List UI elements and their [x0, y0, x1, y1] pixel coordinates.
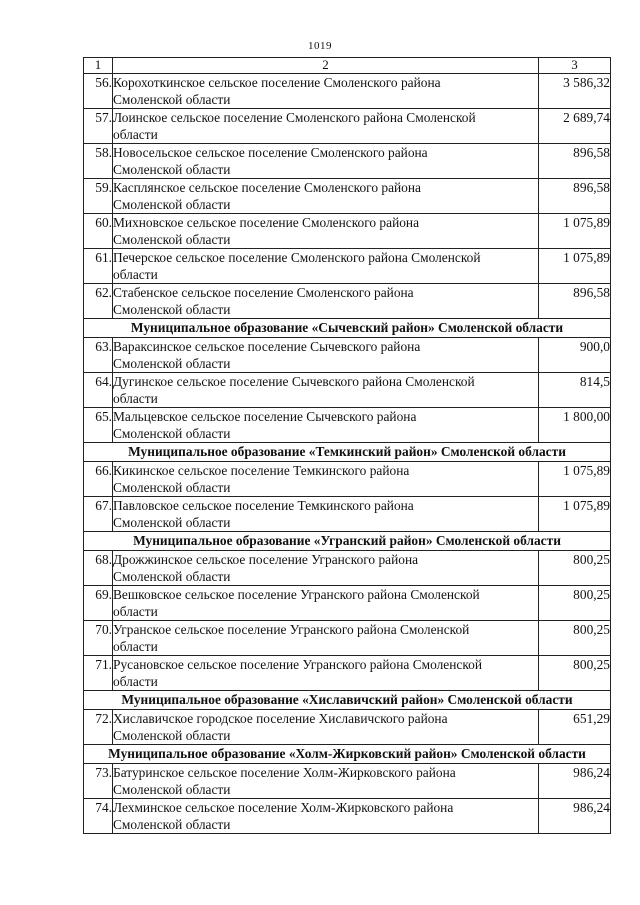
settlement-name — [113, 109, 539, 144]
header-col-3: 3 — [539, 58, 611, 74]
amount-value: 651,29 — [539, 710, 611, 745]
table-row — [84, 799, 611, 834]
settlement-name-line: области — [113, 604, 158, 619]
settlement-name-line: Смоленской области — [113, 197, 231, 212]
amount-value: 1 075,89 — [539, 462, 611, 497]
settlement-name — [113, 462, 539, 497]
amount-value: 896,58 — [539, 179, 611, 214]
settlement-name-line: Смоленской области — [113, 782, 231, 797]
table-row — [84, 338, 611, 373]
settlement-name — [113, 179, 539, 214]
settlement-name — [113, 551, 539, 586]
table-row — [84, 586, 611, 621]
row-number: 58. — [84, 144, 113, 179]
row-number: 60. — [84, 214, 113, 249]
settlement-name — [113, 249, 539, 284]
row-number: 61. — [84, 249, 113, 284]
table-row — [84, 710, 611, 745]
settlement-name-line: Вараксинское сельское поселение Сычевского района — [113, 339, 421, 354]
amount-value: 2 689,74 — [539, 109, 611, 144]
amount-value: 1 075,89 — [539, 249, 611, 284]
settlement-name — [113, 799, 539, 834]
amount-value: 1 075,89 — [539, 497, 611, 532]
row-number: 64. — [84, 373, 113, 408]
table-row — [84, 408, 611, 443]
amount-value: 986,24 — [539, 799, 611, 834]
row-number: 56. — [84, 74, 113, 109]
section-header-row — [84, 319, 611, 338]
table-row — [84, 109, 611, 144]
settlement-name-line: Касплянское сельское поселение Смоленского района — [113, 180, 421, 195]
row-number: 69. — [84, 586, 113, 621]
amount-value: 896,58 — [539, 144, 611, 179]
settlement-name-line: Смоленской области — [113, 515, 231, 530]
amount-value: 900,0 — [539, 338, 611, 373]
settlement-name-line: Печерское сельское поселение Смоленского района Смоленской — [113, 250, 481, 265]
section-header-row — [84, 443, 611, 462]
amount-value: 800,25 — [539, 621, 611, 656]
settlement-name-line: Вешковское сельское поселение Угранского района Смоленской — [113, 587, 480, 602]
settlement-name-line: области — [113, 391, 158, 406]
row-number: 71. — [84, 656, 113, 691]
settlement-name-line: Кикинское сельское поселение Темкинского района — [113, 463, 410, 478]
settlement-name — [113, 284, 539, 319]
settlement-name-line: Смоленской области — [113, 480, 231, 495]
amount-value: 986,24 — [539, 764, 611, 799]
settlement-name-line: области — [113, 267, 158, 282]
row-number: 65. — [84, 408, 113, 443]
table-row — [84, 179, 611, 214]
table-row — [84, 249, 611, 284]
table-row — [84, 497, 611, 532]
settlement-name — [113, 338, 539, 373]
settlement-name-line: Павловское сельское поселение Темкинского района — [113, 498, 414, 513]
row-number: 59. — [84, 179, 113, 214]
settlement-name — [113, 144, 539, 179]
amount-value: 1 075,89 — [539, 214, 611, 249]
amount-value: 3 586,32 — [539, 74, 611, 109]
row-number: 66. — [84, 462, 113, 497]
settlement-name — [113, 74, 539, 109]
row-number: 73. — [84, 764, 113, 799]
section-header-row — [84, 532, 611, 551]
settlement-name-line: Смоленской области — [113, 162, 231, 177]
settlement-name-line: Смоленской области — [113, 728, 231, 743]
settlement-name-line: Дрожжинское сельское поселение Угранского района — [113, 552, 419, 567]
settlement-name-line: Русановское сельское поселение Угранского района Смоленской — [113, 657, 483, 672]
settlement-name-line: Дугинское сельское поселение Сычевского района Смоленской — [113, 374, 475, 389]
row-number: 74. — [84, 799, 113, 834]
row-number: 57. — [84, 109, 113, 144]
table-body — [84, 58, 611, 834]
section-title: Муниципальное образование «Хиславичский район» Смоленской области — [84, 691, 611, 710]
header-col-1: 1 — [84, 58, 113, 74]
table-row — [84, 462, 611, 497]
table-row — [84, 74, 611, 109]
amount-value: 800,25 — [539, 656, 611, 691]
settlement-name — [113, 373, 539, 408]
settlement-name-line: Смоленской области — [113, 232, 231, 247]
settlement-name-line: Лехминское сельское поселение Холм-Жирковского района — [113, 800, 454, 815]
table-row — [84, 656, 611, 691]
amount-value: 1 800,00 — [539, 408, 611, 443]
table-row — [84, 621, 611, 656]
section-header-row — [84, 691, 611, 710]
page-number: 1019 — [308, 40, 332, 52]
amount-value: 800,25 — [539, 551, 611, 586]
row-number: 62. — [84, 284, 113, 319]
settlement-name-line: Лоинское сельское поселение Смоленского района Смоленской — [113, 110, 476, 125]
settlement-name — [113, 656, 539, 691]
section-title: Муниципальное образование «Холм-Жирковский район» Смоленской области — [84, 745, 611, 764]
settlement-name-line: Мальцевское сельское поселение Сычевского района — [113, 409, 417, 424]
amount-value: 896,58 — [539, 284, 611, 319]
settlement-name-line: Смоленской области — [113, 302, 231, 317]
row-number: 70. — [84, 621, 113, 656]
settlement-name — [113, 710, 539, 745]
settlement-name-line: Угранское сельское поселение Угранского района Смоленской — [113, 622, 470, 637]
settlement-name-line: Хиславичское городское поселение Хиславичского района — [113, 711, 448, 726]
table-row — [84, 764, 611, 799]
settlement-name-line: Корохоткинское сельское поселение Смоленского района — [113, 75, 441, 90]
settlement-name — [113, 408, 539, 443]
settlement-name — [113, 214, 539, 249]
budget-distribution-table — [83, 57, 611, 834]
table-row — [84, 551, 611, 586]
settlement-name-line: области — [113, 674, 158, 689]
table-row — [84, 144, 611, 179]
settlement-name-line: Смоленской области — [113, 569, 231, 584]
section-title: Муниципальное образование «Сычевский район» Смоленской области — [84, 319, 611, 338]
settlement-name-line: Батуринское сельское поселение Холм-Жирковского района — [113, 765, 456, 780]
settlement-name-line: области — [113, 639, 158, 654]
settlement-name-line: области — [113, 127, 158, 142]
settlement-name-line: Смоленской области — [113, 356, 231, 371]
settlement-name-line: Смоленской области — [113, 92, 231, 107]
header-col-2: 2 — [113, 58, 539, 74]
row-number: 63. — [84, 338, 113, 373]
table-row — [84, 284, 611, 319]
settlement-name — [113, 586, 539, 621]
row-number: 67. — [84, 497, 113, 532]
settlement-name-line: Новосельское сельское поселение Смоленского района — [113, 145, 428, 160]
amount-value: 814,5 — [539, 373, 611, 408]
settlement-name-line: Михновское сельское поселение Смоленского района — [113, 215, 420, 230]
settlement-name — [113, 497, 539, 532]
row-number: 72. — [84, 710, 113, 745]
table-header-row — [84, 58, 611, 74]
settlement-name-line: Смоленской области — [113, 817, 231, 832]
section-header-row — [84, 745, 611, 764]
table-row — [84, 214, 611, 249]
settlement-name-line: Смоленской области — [113, 426, 231, 441]
amount-value: 800,25 — [539, 586, 611, 621]
section-title: Муниципальное образование «Темкинский район» Смоленской области — [84, 443, 611, 462]
table-row — [84, 373, 611, 408]
settlement-name-line: Стабенское сельское поселение Смоленского района — [113, 285, 414, 300]
section-title: Муниципальное образование «Угранский район» Смоленской области — [84, 532, 611, 551]
row-number: 68. — [84, 551, 113, 586]
settlement-name — [113, 764, 539, 799]
settlement-name — [113, 621, 539, 656]
